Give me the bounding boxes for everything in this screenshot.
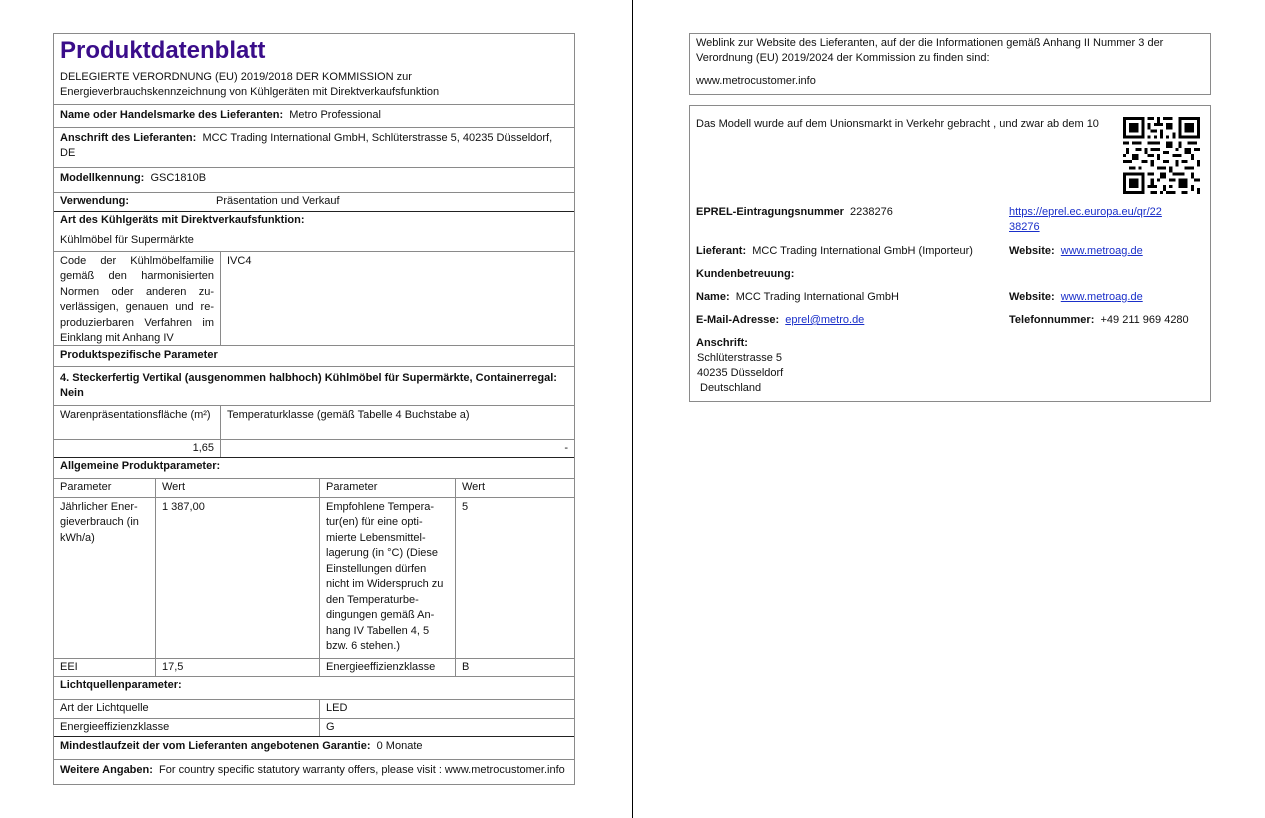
- address-label: Anschrift des Lieferanten:: [60, 132, 197, 144]
- supplier-panel: [689, 105, 1211, 402]
- weblink-url: www.metrocustomer.info: [696, 75, 816, 87]
- weblink-text: Weblink zur Website des Lieferanten, auf der die Informationen gemäß Anhang II Nummer 3 der Verordnung (EU) 2019/2024 der Kommission zu finden sind:: [696, 37, 1164, 64]
- category-text: 4. Steckerfertig Vertikal (ausgenommen halbhoch) Kühlmöbel für Supermärkte, Containerregal: Nein: [60, 371, 557, 399]
- category-row: [54, 366, 574, 405]
- specific-params-heading: Produktspezifische Parameter: [54, 345, 574, 366]
- phone-value: +49 211 969 4280: [1100, 314, 1189, 326]
- service-name-row: [696, 290, 899, 305]
- address-line-2: 40235 Düsseldorf: [697, 367, 784, 379]
- address-line-3: Deutschland: [700, 382, 762, 394]
- supplier-website: Website: www.metroag.de: [1009, 245, 1143, 257]
- phone-row: [1009, 313, 1189, 328]
- weblink-panel: [689, 33, 1211, 95]
- brand-row: [54, 104, 574, 127]
- supplier-value: MCC Trading International GmbH (Importeur): [752, 245, 973, 257]
- header-value-2: Wert: [455, 479, 574, 497]
- header-value-1: Wert: [155, 479, 319, 497]
- light-type-label: Art der Lichtquelle: [60, 702, 149, 714]
- address-row: [54, 127, 574, 167]
- sheet-title: Produktdatenblatt: [60, 37, 266, 64]
- service-website-link[interactable]: www.metroag.de: [1060, 291, 1143, 303]
- supplier-website-link[interactable]: www.metroag.de: [1060, 245, 1143, 257]
- eei-label: EEI: [60, 660, 78, 673]
- regulation-text: DELEGIERTE VERORDNUNG (EU) 2019/2018 DER KOMMISSION zur Energieverbrauchskennzeichnung von Kühlgeräten mit Direktverkaufsfunktion: [60, 71, 440, 98]
- eei-value: 17,5: [155, 659, 319, 677]
- eprel-number: [696, 205, 893, 220]
- model-row: [54, 167, 574, 192]
- service-website: Website: www.metroag.de: [1009, 291, 1143, 303]
- service-address: [696, 336, 783, 396]
- warranty-value: 0 Monate: [376, 740, 423, 752]
- model-label: Modellkennung:: [60, 172, 145, 184]
- supplier-label: Lieferant:: [696, 245, 747, 257]
- recommended-temp-value: 5: [455, 498, 574, 658]
- light-params-heading: Lichtquellenparameter:: [54, 676, 574, 699]
- email-label: E-Mail-Adresse:: [696, 314, 780, 326]
- market-text: Das Modell wurde auf dem Unionsmarkt in Verkehr gebracht , und zwar ab dem 10: [696, 118, 1099, 130]
- light-efficiency-row: [54, 718, 574, 737]
- area-value: 1,65: [192, 441, 214, 454]
- address-line-1: Schlüterstrasse 5: [697, 352, 782, 364]
- page-divider: [632, 0, 633, 818]
- more-info-row: [54, 759, 574, 784]
- family-row: [54, 251, 574, 345]
- use-label: Verwendung:: [60, 195, 130, 207]
- temp-class-value: -: [220, 440, 574, 458]
- warranty-label: Mindestlaufzeit der vom Lieferanten angebotenen Garantie:: [60, 740, 371, 752]
- device-type-value: Kühlmöbel für Supermärkte: [60, 233, 194, 246]
- use-value: Präsentation und Verkauf: [216, 195, 340, 207]
- qr-code-icon: [1123, 117, 1200, 194]
- area-value-row: [54, 439, 574, 458]
- use-row: [54, 192, 574, 211]
- eprel-value: 2238276: [850, 206, 893, 218]
- device-type-label: Art des Kühlgeräts mit Direktverkaufsfunktion:: [60, 213, 305, 226]
- more-info-value: For country specific statutory warranty offers, please visit : www.metrocustomer.info: [159, 764, 565, 776]
- service-name-label: Name:: [696, 291, 730, 303]
- supplier-row: [696, 244, 973, 259]
- eprel-label: EPREL-Eintragungsnummer: [696, 206, 844, 218]
- energy-value: 1 387,00: [155, 498, 319, 658]
- recommended-temp-label: Empfohlene Temperatur(en) für eine optimierte Lebensmittellagerung (in °C) (Diese Einstellungen dürfen nicht im Widerspruch zu den Temperaturbedingungen gemäß Anhang IV Tabellen 4, 5 bzw. 6 stehen.): [319, 498, 455, 658]
- light-efficiency-label: Energieeffizienzklasse: [60, 720, 170, 733]
- efficiency-class-value: B: [455, 659, 574, 677]
- header-parameter-1: Parameter: [60, 481, 112, 493]
- service-name-value: MCC Trading International GmbH: [735, 291, 899, 303]
- area-header-row: [54, 405, 574, 439]
- header-parameter-2: Parameter: [319, 479, 455, 497]
- family-label: Code der Kühlmöbelfamilie gemäß den harmonisierten Normen oder anderen zuverlässigen, genauen und reproduzierbaren Verfahren im Einklang mit Anhang IV: [60, 254, 214, 344]
- energy-row: [54, 497, 574, 658]
- light-efficiency-value: G: [319, 719, 574, 737]
- product-data-sheet: [53, 33, 575, 785]
- area-label: Warenpräsentationsfläche (m²): [60, 408, 211, 421]
- eprel-link[interactable]: https://eprel.ec.europa.eu/qr/22 38276: [1009, 206, 1162, 233]
- phone-label: Telefonnummer:: [1009, 314, 1095, 326]
- warranty-row: [54, 736, 574, 759]
- energy-label: Jährlicher Energieverbrauch (in kWh/a): [60, 500, 139, 544]
- temp-class-label: Temperaturklasse (gemäß Tabelle 4 Buchstabe a): [220, 406, 574, 439]
- light-type-row: [54, 699, 574, 718]
- brand-label: Name oder Handelsmarke des Lieferanten:: [60, 109, 284, 121]
- model-value: GSC1810B: [150, 172, 207, 184]
- email-row: [696, 313, 864, 328]
- brand-value: Metro Professional: [289, 109, 381, 121]
- general-params-header: [54, 478, 574, 497]
- address-value: MCC Trading International GmbH, Schlüterstrasse 5, 40235 Düsseldorf, DE: [60, 132, 553, 159]
- eei-row: [54, 658, 574, 677]
- customer-service-heading: Kundenbetreuung:: [696, 268, 795, 280]
- service-address-label: Anschrift:: [696, 337, 748, 349]
- more-info-label: Weitere Angaben:: [60, 764, 153, 776]
- general-params-heading: Allgemeine Produktparameter:: [54, 457, 574, 478]
- device-type-row: [54, 211, 574, 251]
- family-value: IVC4: [220, 252, 574, 345]
- efficiency-class-label: Energieeffizienzklasse: [319, 659, 455, 677]
- email-link[interactable]: eprel@metro.de: [785, 314, 865, 326]
- light-type-value: LED: [319, 700, 574, 718]
